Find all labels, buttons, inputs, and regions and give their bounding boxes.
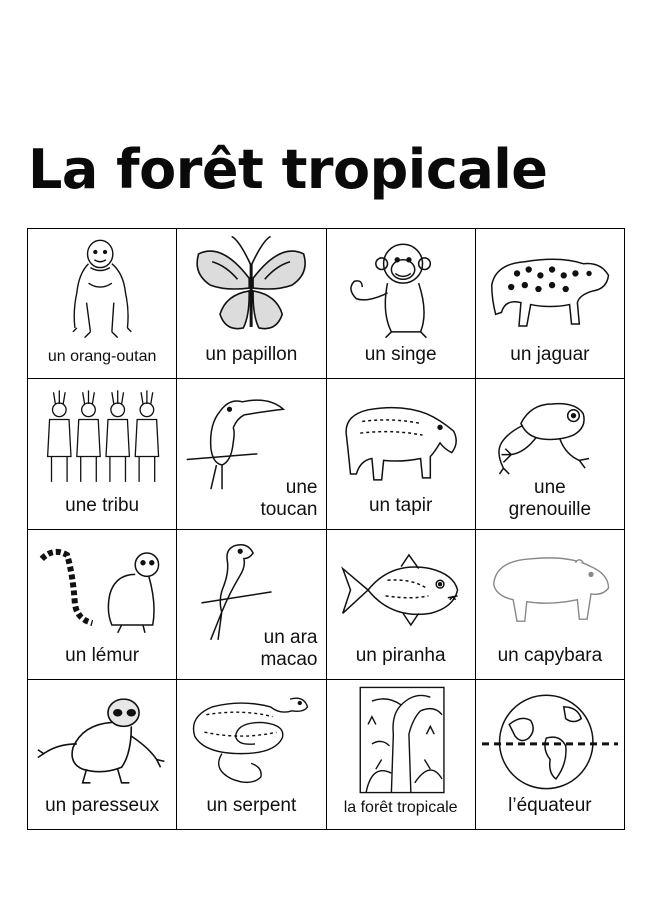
card-label: un capybara xyxy=(497,644,603,666)
card-label: un singe xyxy=(364,344,437,366)
card-monkey xyxy=(327,229,476,379)
card-label: un serpent xyxy=(206,795,297,816)
snake-icon xyxy=(183,684,319,796)
vocabulary-grid xyxy=(27,228,625,830)
card-jaguar xyxy=(476,229,625,379)
card-label: la forêt tropicale xyxy=(343,799,458,816)
card-label-line1: une xyxy=(285,476,318,498)
tapir-icon xyxy=(333,383,469,495)
card-piranha xyxy=(327,530,476,680)
card-label: un tapir xyxy=(368,494,433,516)
globe-icon xyxy=(482,684,618,796)
card-label xyxy=(198,477,318,521)
sloth-icon xyxy=(34,684,170,796)
card-label: l’équateur xyxy=(508,795,592,816)
page-title: La forêt tropicale xyxy=(28,138,548,201)
card-snake xyxy=(177,680,326,830)
card-tapir xyxy=(327,379,476,529)
card-frog xyxy=(476,379,625,529)
monkey-icon xyxy=(333,233,469,345)
card-label: un piranha xyxy=(355,644,446,666)
card-label-line2: toucan xyxy=(260,498,318,520)
lemur-icon xyxy=(34,534,170,646)
card-label: un paresseux xyxy=(45,795,160,816)
card-butterfly xyxy=(177,229,326,379)
card-label-line2: grenouille xyxy=(508,498,592,520)
piranha-icon xyxy=(333,534,469,646)
card-label: un lémur xyxy=(65,644,140,666)
card-toucan xyxy=(177,379,326,529)
orangutan-icon xyxy=(34,233,170,345)
card-tribe xyxy=(28,379,177,529)
capybara-icon xyxy=(482,534,618,646)
card-label-line1: une xyxy=(534,476,566,498)
jaguar-icon xyxy=(482,233,618,345)
card-label-line1: un ara xyxy=(263,626,318,648)
card-orangutan xyxy=(28,229,177,379)
butterfly-icon xyxy=(183,233,319,345)
card-capybara xyxy=(476,530,625,680)
tribe-icon xyxy=(34,383,170,495)
card-label-line2: macao xyxy=(260,648,318,670)
card-equator xyxy=(476,680,625,830)
card-label: un jaguar xyxy=(510,344,590,366)
card-macaw xyxy=(177,530,326,680)
card-lemur xyxy=(28,530,177,680)
card-sloth xyxy=(28,680,177,830)
card-label xyxy=(476,477,624,521)
card-label: un orang-outan xyxy=(47,348,157,366)
card-label: un papillon xyxy=(205,344,298,366)
rainforest-icon xyxy=(333,684,469,796)
card-label xyxy=(198,627,318,671)
card-label: une tribu xyxy=(65,494,140,516)
card-rainforest xyxy=(327,680,476,830)
